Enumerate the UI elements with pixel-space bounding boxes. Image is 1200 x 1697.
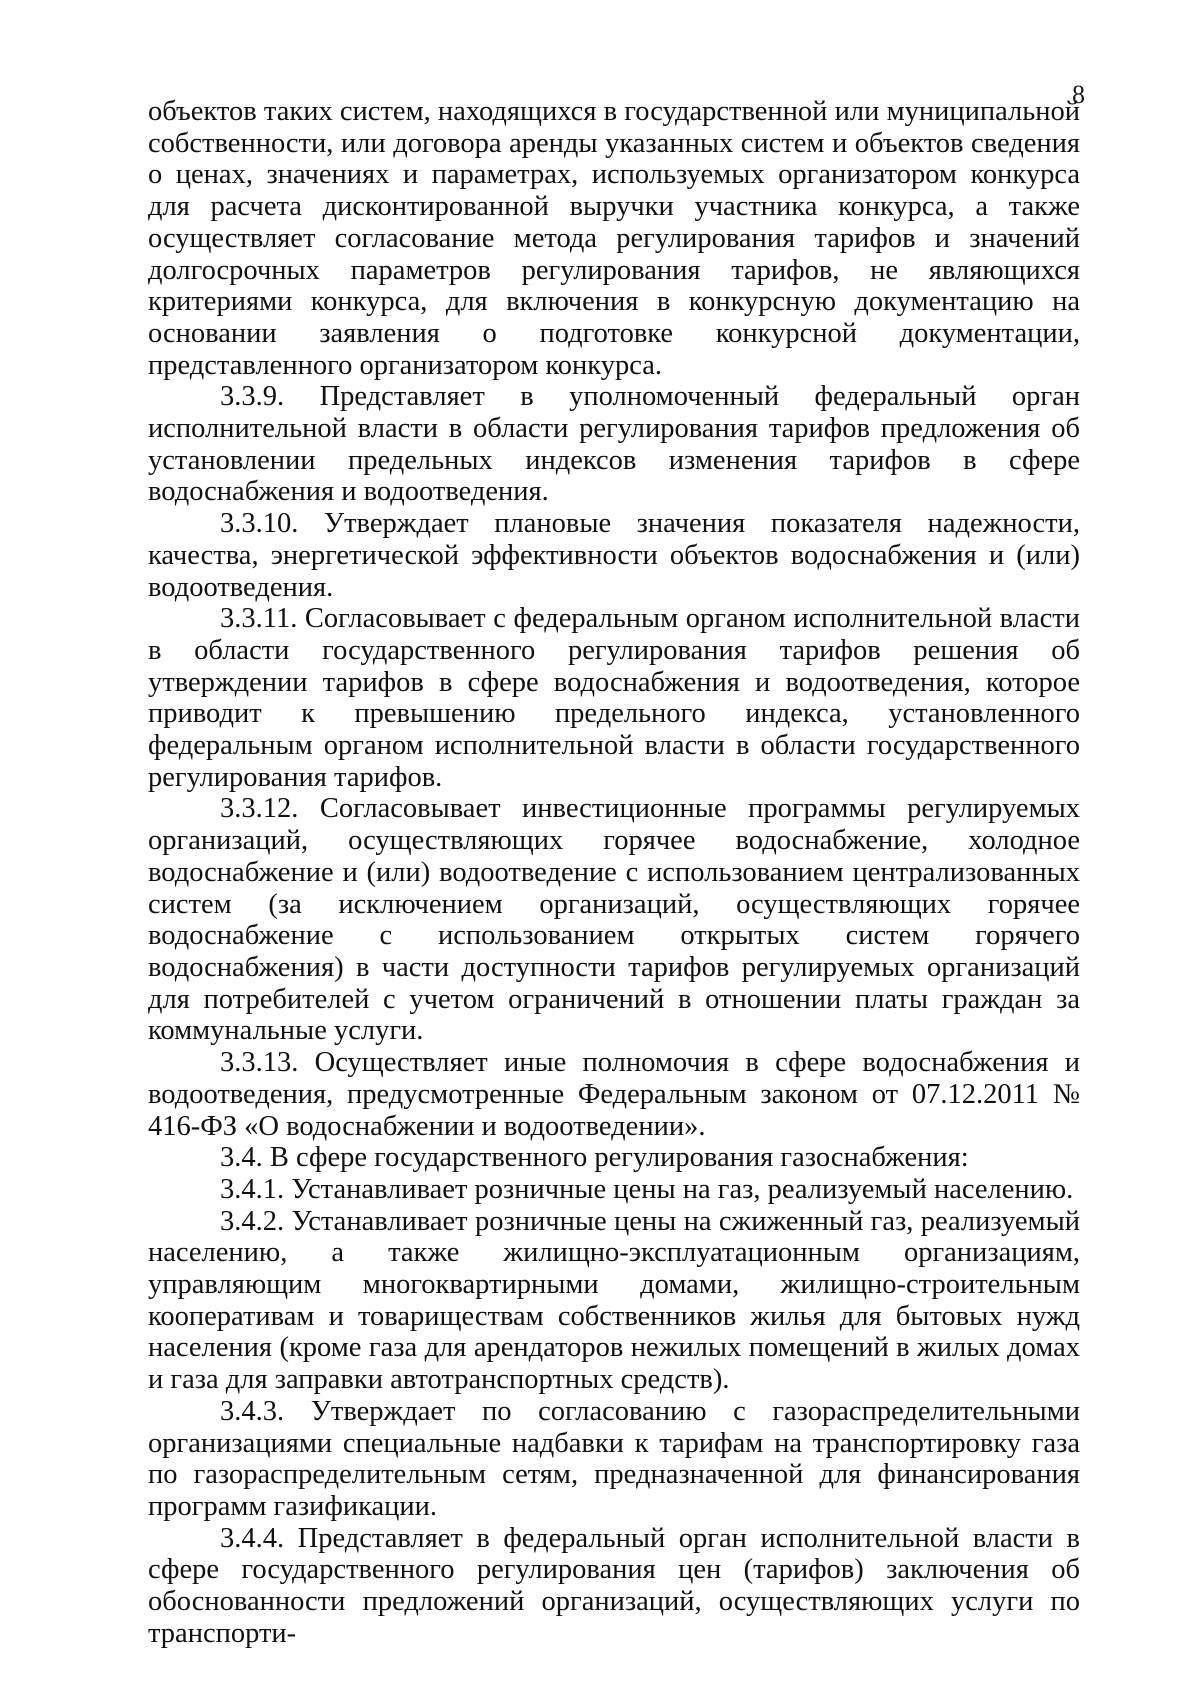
paragraph-continuation: объектов таких систем, находящихся в государственной или муниципальной собственности, или договора аренды указанных систем и объектов сведения о ценах, значениях и параметрах, используемых организатором конкурса для расчета дисконтированной выручки участника конкурса, а также осуществляет согласование метода регулирования тарифов и значений долгосрочных параметров регулирования тарифов, не являющихся критериями конкурса, для включения в конкурсную документацию на основании заявления о подготовке конкурсной документации, представленного организатором конкурса. xyxy=(148,96,1080,381)
paragraph-3-4-1: 3.4.1. Устанавливает розничные цены на газ, реализуемый населению. xyxy=(220,1173,1074,1205)
paragraph-3-4-2: 3.4.2. Устанавливает розничные цены на сжиженный газ, реализуемый населению, а также жилищно-эксплуатационным организациям, управляющим многоквартирными домами, жилищно-строительным кооперативам и товариществам собственников жилья для бытовых нужд населения (кроме газа для арендаторов нежилых помещений в жилых домах и газа для заправки автотранспортных средств). xyxy=(148,1205,1080,1396)
paragraph-3-3-9: 3.3.9. Представляет в уполномоченный федеральный орган исполнительной власти в области регулирования тарифов предложения об установлении предельных индексов изменения тарифов в сфере водоснабжения и водоотведения. xyxy=(148,381,1080,508)
paragraph-3-4-4: 3.4.4. Представляет в федеральный орган исполнительной власти в сфере государственного регулирования цен (тарифов) заключения об обоснованности предложений организаций, осуществляющих услуги по транспорти- xyxy=(148,1522,1080,1649)
document-body xyxy=(148,96,1080,1649)
paragraph-3-4-3: 3.4.3. Утверждает по согласованию с газораспределительными организациями специальные надбавки к тарифам на транспортировку газа по газораспределительным сетям, предназначенной для финансирования программ газификации. xyxy=(148,1395,1080,1522)
page-number: 8 xyxy=(1072,80,1085,109)
paragraph-3-3-10: 3.3.10. Утверждает плановые значения показателя надежности, качества, энергетической эффективности объектов водоснабжения и (или) водоотведения. xyxy=(148,508,1080,603)
paragraph-3-3-12: 3.3.12. Согласовывает инвестиционные программы регулируемых организаций, осуществляющих горячее водоснабжение, холодное водоснабжение и (или) водоотведение с использованием централизованных систем (за исключением организаций, осуществляющих горячее водоснабжение с использованием открытых систем горячего водоснабжения) в части доступности тарифов регулируемых организаций для потребителей с учетом ограничений в отношении платы граждан за коммунальные услуги. xyxy=(148,793,1080,1047)
paragraph-3-4: 3.4. В сфере государственного регулирования газоснабжения: xyxy=(220,1142,969,1174)
paragraph-3-3-13: 3.3.13. Осуществляет иные полномочия в сфере водоснабжения и водоотведения, предусмотренные Федеральным законом от 07.12.2011 № 416-ФЗ «О водоснабжении и водоотведении». xyxy=(148,1047,1080,1142)
paragraph-3-3-11: 3.3.11. Согласовывает с федеральным органом исполнительной власти в области государственного регулирования тарифов решения об утверждении тарифов в сфере водоснабжения и водоотведения, которое приводит к превышению предельного индекса, установленного федеральным органом исполнительной власти в области государственного регулирования тарифов. xyxy=(148,603,1080,793)
